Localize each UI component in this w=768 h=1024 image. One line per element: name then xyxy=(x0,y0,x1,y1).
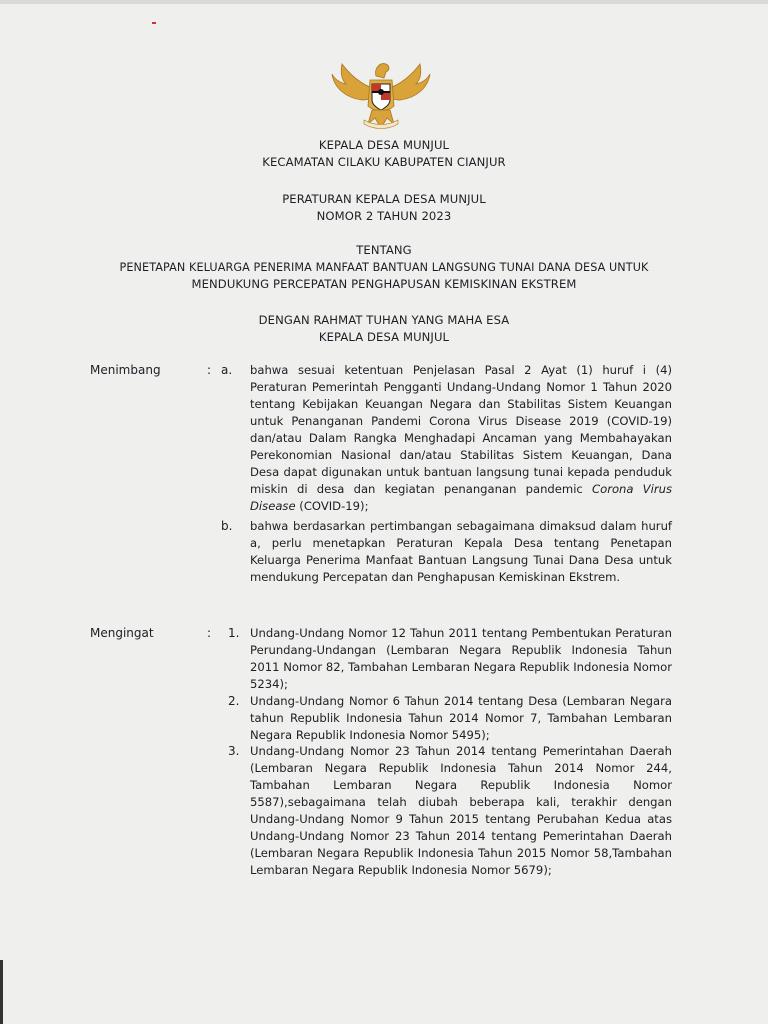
invocation-heading xyxy=(60,312,708,346)
invocation-line: DENGAN RAHMAT TUHAN YANG MAHA ESA xyxy=(258,313,510,327)
mengingat-marker-2: 2. xyxy=(228,694,240,708)
garuda-emblem-icon xyxy=(328,50,434,132)
regulation-number: NOMOR 2 TAHUN 2023 xyxy=(316,209,452,223)
about-label: TENTANG xyxy=(356,243,412,257)
mengingat-item-3: Undang-Undang Nomor 23 Tahun 2014 tentang Pemerintahan Daerah (Lembaran Negara Republik Indonesia Tahun 2014 Nomor 244, Tambahan Lembaran Negara Republik Indonesia Nomor 5587),sebagaimana telah diubah beberapa kali, terakhir dengan Undang-Undang Nomor 9 Tahun 2015 tentang Perubahan Kedua atas Undang-Undang Nomor 23 Tahun 2014 tentang Pemerintahan Daerah (Lembaran Negara Republik Indonesia Tahun 2015 Nomor 58,Tambahan Lembaran Negara Republik Indonesia Nomor 5679); xyxy=(250,744,672,877)
mengingat-marker-3: 3. xyxy=(228,744,240,758)
mengingat-marker-1: 1. xyxy=(228,626,240,640)
invocation-line: KEPALA DESA MUNJUL xyxy=(318,330,450,344)
subject-line: MENDUKUNG PERCEPATAN PENGHAPUSAN KEMISKINAN EKSTREM xyxy=(191,277,577,291)
menimbang-item-a-tail: (COVID-19); xyxy=(295,499,369,513)
regulation-heading xyxy=(60,191,708,225)
menimbang-item-a xyxy=(250,362,672,515)
menimbang-marker-a: a. xyxy=(221,363,233,377)
scan-speck xyxy=(152,22,156,24)
menimbang-item-b: bahwa berdasarkan pertimbangan sebagaimana dimaksud dalam huruf a, perlu menetapkan Peraturan Kepala Desa tentang Penetapan Keluarga Penerima Manfaat Bantuan Langsung Tunai Dana Desa untuk mendukung Percepatan dan Penghapusan Kemiskinan Ekstrem. xyxy=(250,519,672,584)
authority-heading xyxy=(60,137,708,171)
mengingat-label: Mengingat xyxy=(90,626,154,640)
menimbang-label: Menimbang xyxy=(90,363,161,377)
authority-line: KECAMATAN CILAKU KABUPATEN CIANJUR xyxy=(262,155,506,169)
mengingat-item-1: Undang-Undang Nomor 12 Tahun 2011 tentang Pembentukan Peraturan Perundang-Undangan (Lembaran Negara Republik Indonesia Tahun 2011 Nomor 82, Tambahan Lembaran Negara Republik Indonesia Nomor 5234); xyxy=(250,626,672,691)
authority-line: KEPALA DESA MUNJUL xyxy=(318,138,450,152)
menimbang-colon: : xyxy=(207,363,212,377)
regulation-title: PERATURAN KEPALA DESA MUNJUL xyxy=(282,192,486,206)
menimbang-item-a-text: bahwa sesuai ketentuan Penjelasan Pasal 2 Ayat (1) huruf i (4) Peraturan Pemerintah Pengganti Undang-Undang Nomor 1 Tahun 2020 tentang Kebijakan Keuangan Negara dan Stabilitas Sistem Keuangan untuk Penanganan Pandemi Corona Virus Disease 2019 (COVID-19) dan/atau Dalam Rangka Menghadapi Ancaman yang Membahayakan Perekonomian Nasional dan/atau Stabilitas Sistem Keuangan, Dana Desa dapat digunakan untuk bantuan langsung tunai kepada penduduk miskin di desa dan kegiatan penanganan pandemic xyxy=(250,363,672,496)
scan-top-edge xyxy=(0,0,768,4)
mengingat-colon: : xyxy=(207,626,212,640)
mengingat-item-2: Undang-Undang Nomor 6 Tahun 2014 tentang Desa (Lembaran Negara tahun Republik Indonesia Tahun 2014 Nomor 7, Tambahan Lembaran Negara Republik Indonesia Nomor 5495); xyxy=(250,694,672,742)
subject-line: PENETAPAN KELUARGA PENERIMA MANFAAT BANTUAN LANGSUNG TUNAI DANA DESA UNTUK xyxy=(119,261,649,274)
scan-left-edge xyxy=(0,960,3,1024)
menimbang-item-a-italic: Corona Virus Disease xyxy=(250,482,672,513)
menimbang-marker-b: b. xyxy=(221,519,233,533)
subject-heading xyxy=(60,242,708,293)
